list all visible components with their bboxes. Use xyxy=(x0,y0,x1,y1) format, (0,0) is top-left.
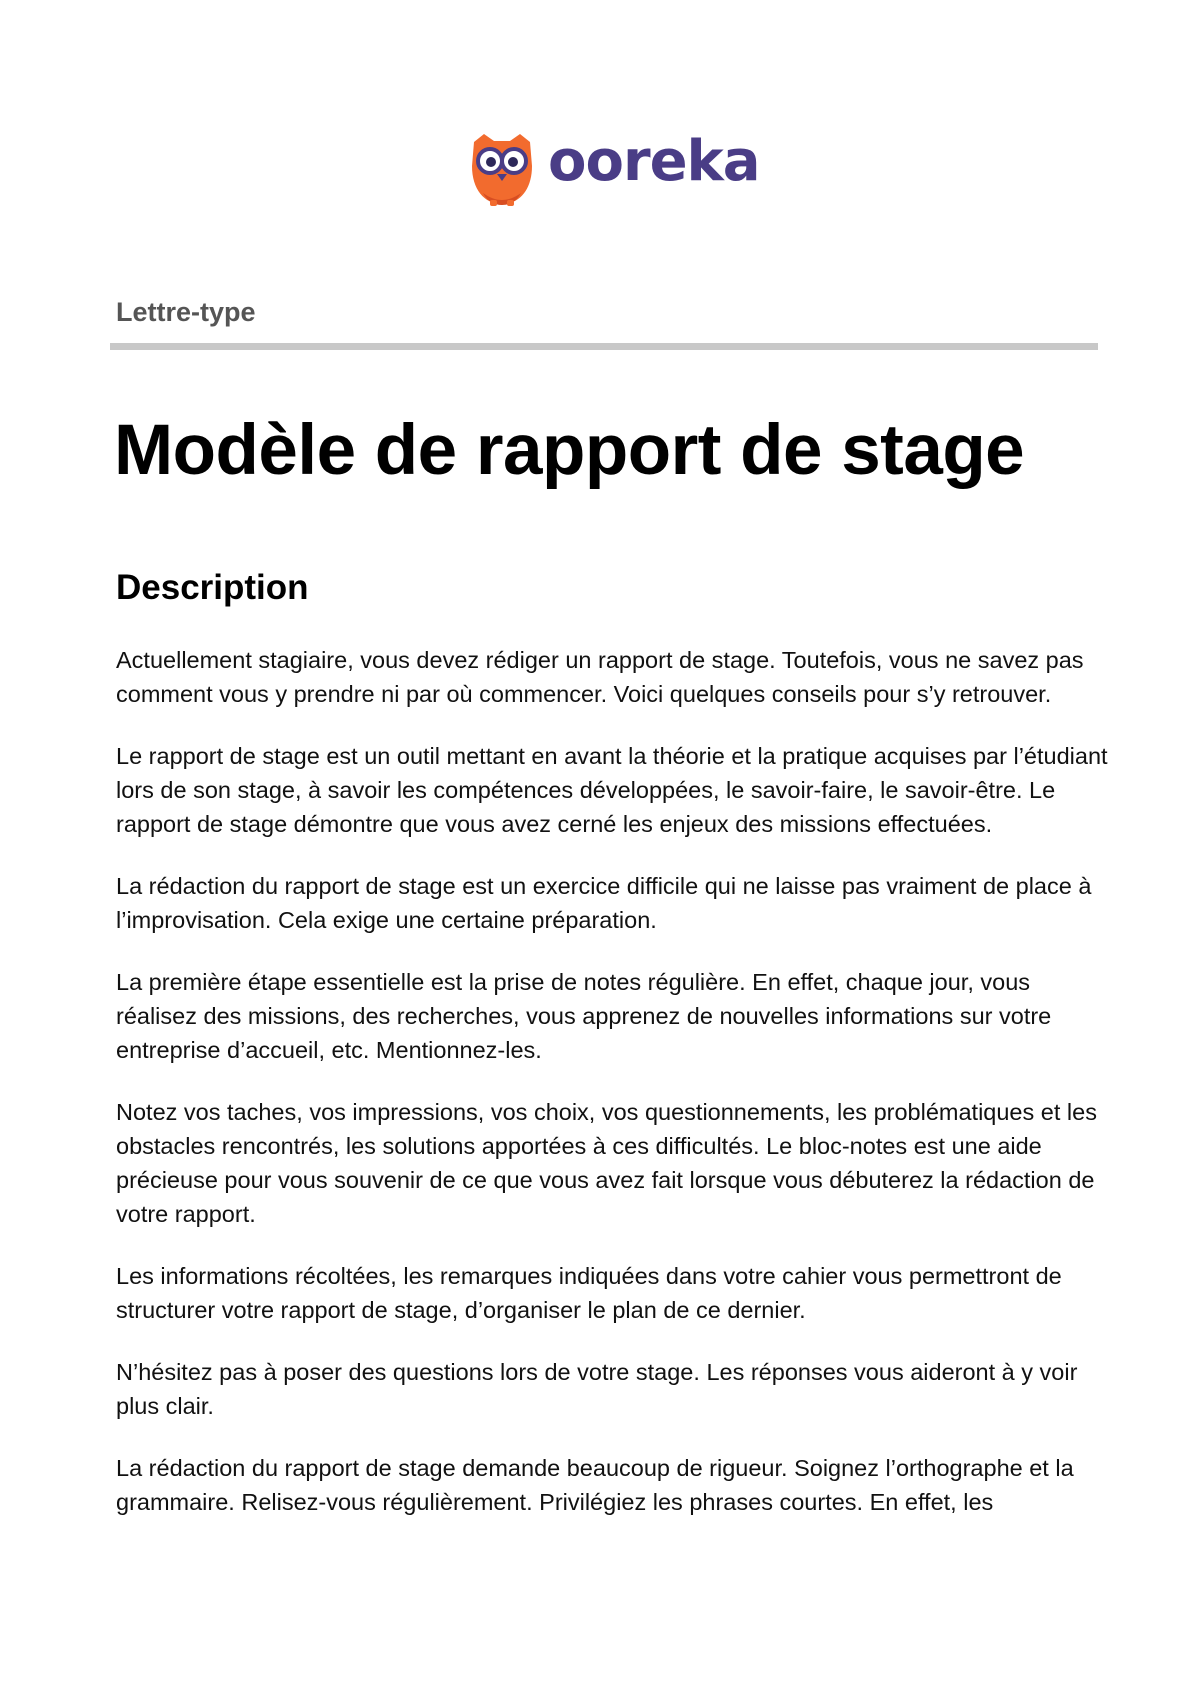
brand-wordmark: ooreka xyxy=(548,129,760,194)
document-type-label: Lettre-type xyxy=(116,297,256,327)
body-paragraph: La rédaction du rapport de stage demande beaucoup de rigueur. Soignez l’orthographe et la grammaire. Relisez-vous régulièrement. Privilégiez les phrases courtes. En effet, les xyxy=(116,1455,1074,1515)
document-title: Modèle de rapport de stage xyxy=(114,411,1025,490)
document-body xyxy=(116,643,1116,1547)
owl-icon xyxy=(466,128,538,208)
header-divider xyxy=(110,343,1098,350)
body-paragraph: Les informations récoltées, les remarques indiquées dans votre cahier vous permettront de structurer votre rapport de stage, d’organiser le plan de ce dernier. xyxy=(116,1263,1062,1323)
body-paragraph: Notez vos taches, vos impressions, vos choix, vos questionnements, les problématiques et les obstacles rencontrés, les solutions apportées à ces difficultés. Le bloc-notes est une aide précieuse pour vous souvenir de ce que vous avez fait lorsque vous débuterez la rédaction de votre rapport. xyxy=(116,1099,1097,1227)
body-paragraph: Actuellement stagiaire, vous devez rédiger un rapport de stage. Toutefois, vous ne savez pas comment vous y prendre ni par où commencer. Voici quelques conseils pour s’y retrouver. xyxy=(116,647,1084,707)
body-paragraph: N’hésitez pas à poser des questions lors de votre stage. Les réponses vous aideront à y voir plus clair. xyxy=(116,1359,1078,1419)
body-paragraph: La première étape essentielle est la prise de notes régulière. En effet, chaque jour, vous réalisez des missions, des recherches, vous apprenez de nouvelles informations sur votre entreprise d’accueil, etc. Mentionnez-les. xyxy=(116,969,1052,1063)
ooreka-logo xyxy=(466,128,760,208)
section-heading-description: Description xyxy=(116,568,309,607)
body-paragraph: Le rapport de stage est un outil mettant en avant la théorie et la pratique acquises par l’étudiant lors de son stage, à savoir les compétences développées, le savoir-faire, le savoir-être. Le rapport de stage démontre que vous avez cerné les enjeux des missions effectuées. xyxy=(116,743,1108,837)
body-paragraph: La rédaction du rapport de stage est un exercice difficile qui ne laisse pas vraiment de place à l’improvisation. Cela exige une certaine préparation. xyxy=(116,873,1092,933)
